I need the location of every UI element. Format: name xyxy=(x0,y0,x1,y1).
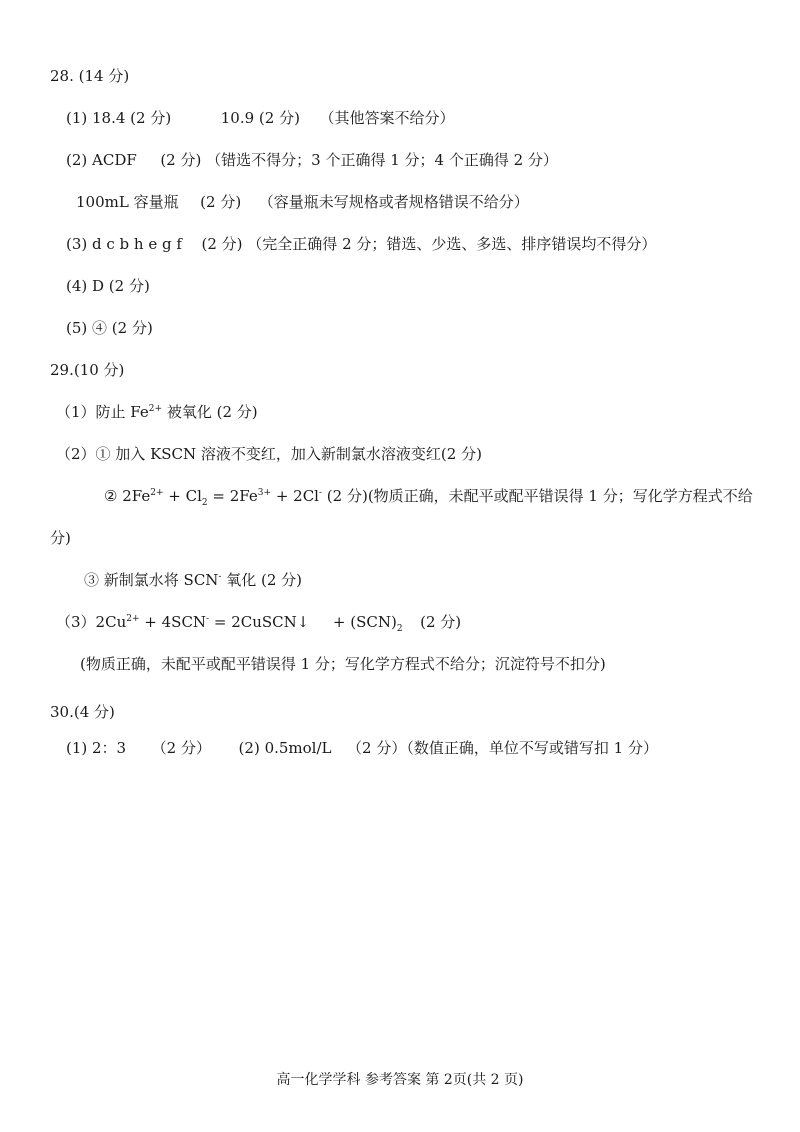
charge-superscript: - xyxy=(206,614,210,624)
q28-part3-answer: (3) d c b h e g f xyxy=(66,235,182,253)
q29-part2c-text-end: 氧化 (2 分) xyxy=(221,571,303,589)
q29-part3-note: (物质正确，未配平或配平错误得 1 分；写化学方程式不给分；沉淀符号不扣分) xyxy=(80,655,606,673)
subscript: 2 xyxy=(201,498,208,508)
q28-part3-score: (2 分) xyxy=(201,235,243,253)
q28-part2-answer: (2) ACDF xyxy=(66,151,137,169)
q30-heading: 30.(4 分) xyxy=(50,703,115,721)
q29-part1-text: （1）防止 Fe xyxy=(56,403,149,421)
equation-term: + Cl xyxy=(163,487,202,505)
q28-part1-note: （其他答案不给分） xyxy=(319,109,455,127)
equation-term: + 2Cl xyxy=(271,487,319,505)
equation-term: + 4SCN xyxy=(139,613,207,631)
q29-part3 xyxy=(56,612,461,632)
q28-part1-answer2: 10.9 (2 分) xyxy=(220,109,300,127)
q29-part2b xyxy=(104,486,753,506)
q29-part2b-note: (2 分)(物质正确，未配平或配平错误得 1 分；写化学方程式不给 xyxy=(322,487,753,505)
charge-superscript: 3+ xyxy=(257,488,272,498)
q29-part2c-text: ③ 新制氯水将 SCN xyxy=(84,571,219,589)
q29-part2c xyxy=(84,570,302,590)
charge-superscript: 2+ xyxy=(126,614,140,624)
subscript: 2 xyxy=(396,624,403,634)
q28-part4: (4) D (2 分) xyxy=(66,277,150,295)
equation-term: ② 2Fe xyxy=(104,487,151,505)
q28-part5: (5) ④ (2 分) xyxy=(66,319,153,337)
equation-term: = 2CuSCN↓ xyxy=(209,613,310,631)
q28-heading: 28. (14 分) xyxy=(50,67,130,85)
q28-part2b-answer: 100mL 容量瓶 xyxy=(76,193,179,211)
charge-superscript: 2+ xyxy=(150,488,164,498)
q28-part1-answer: (1) 18.4 (2 分) xyxy=(66,109,172,127)
charge-superscript: - xyxy=(218,572,222,582)
q30-part1-answer: (1) 2：3 xyxy=(66,739,127,757)
charge-superscript: 2+ xyxy=(148,404,163,414)
q30-part2-note: （2 分）（数值正确，单位不写或错写扣 1 分） xyxy=(347,739,658,757)
q28-part2-score: (2 分) xyxy=(160,151,202,169)
q29-part3-score: (2 分) xyxy=(420,613,462,631)
q28-part2 xyxy=(66,150,558,170)
equation-term: + (SCN) xyxy=(332,613,397,631)
q29-part1-text-end: 被氧化 (2 分) xyxy=(162,403,258,421)
equation-term: = 2Fe xyxy=(207,487,258,505)
q30-part1 xyxy=(66,738,658,758)
q30-part2-answer: (2) 0.5mol/L xyxy=(238,739,332,757)
q28-part3 xyxy=(66,234,656,254)
q28-part2-note: （错选不得分；3 个正确得 1 分；4 个正确得 2 分） xyxy=(206,151,558,169)
page-footer: 高一化学学科 参考答案 第 2页(共 2 页) xyxy=(276,1072,524,1088)
q29-heading: 29.(10 分) xyxy=(50,361,125,379)
q28-part2b xyxy=(76,192,529,212)
q28-part2b-score: (2 分) xyxy=(200,193,242,211)
q29-part2b-wrap: 分) xyxy=(50,529,71,547)
q29-part2: （2）① 加入 KSCN 溶液不变红，加入新制氯水溶液变红(2 分) xyxy=(56,445,482,463)
q30-part1-score: （2 分） xyxy=(151,739,211,757)
q28-part3-note: （完全正确得 2 分；错选、少选、多选、排序错误均不得分） xyxy=(247,235,657,253)
q28-part1 xyxy=(66,108,455,128)
q29-part1 xyxy=(56,402,258,422)
q28-part2b-note: （容量瓶未写规格或者规格错误不给分） xyxy=(258,193,529,211)
equation-term: （3）2Cu xyxy=(56,613,127,631)
charge-superscript: - xyxy=(318,488,323,498)
